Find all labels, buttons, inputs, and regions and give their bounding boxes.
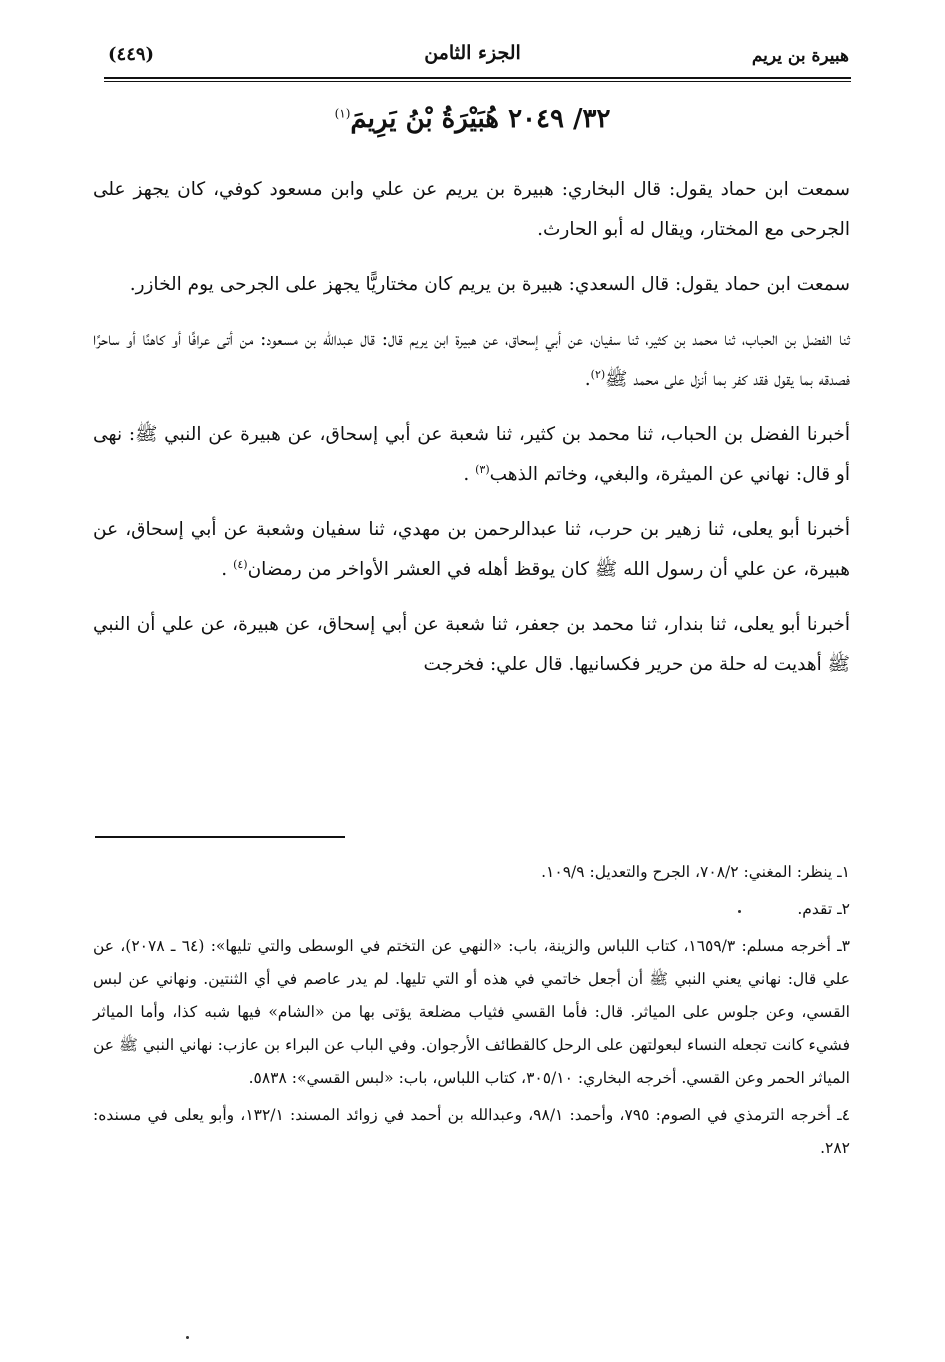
entry-title-text: ٣٢/ ٢٠٤٩ هُبَيْرَةُ بْنُ يَرِيمَ <box>350 104 611 134</box>
footnote: ٣ـ أخرجه مسلم: ١٦٥٩/٣، كتاب اللباس والزينة، باب: «النهي عن التختم في الوسطى والتي تليها»: (٦٤ ـ ٢٠٧٨)، عن علي قال: نهاني يعني النبي ﷺ أن أجعل خاتمي في هذه أو التي تليها. لم يدر عاصم في أي الثنتين. ونهاني عن لبس القسي، وعن جلوس على المياثر. قال: فأما القسي فثياب مضلعة يؤتى بها من «الشام» فيها شبه كذا، وأما المياثر فشيء كانت تجعله النساء لبعولتهن على الرحل كالقطائف الأرجوان. وفي الباب عن البراء بن عازب: نهاني النبي ﷺ عن المياثر الحمر وعن القسي. أخرجه البخاري: ٣٠٥/١٠، كتاب اللباس، باب: «لبس القسي»: ٥٨٣٨. <box>93 937 850 1087</box>
footnote-ref: (٢) <box>590 367 606 381</box>
scan-speck <box>738 910 741 913</box>
paragraph-text: أخبرنا أبو يعلى، ثنا زهير بن حرب، ثنا عبدالرحمن بن مهدي، ثنا سفيان وشعبة عن أبي إسحاق، عن هبيرة، عن علي أن رسول الله ﷺ كان يوقظ أهله في العشر الأواخر من رمضان <box>93 519 850 580</box>
header-volume: الجزء الثامن <box>424 42 521 64</box>
period: . <box>221 559 234 580</box>
footnote-ref: (٤) <box>233 557 248 571</box>
footnotes <box>93 856 850 1169</box>
paragraph <box>93 320 850 400</box>
footnote: ٢ـ تقدم. <box>797 900 850 918</box>
running-header <box>108 38 849 78</box>
page-number: (٤٤٩) <box>108 44 155 65</box>
main-text <box>93 170 850 700</box>
period: . <box>463 464 476 485</box>
footnote-ref: (٣) <box>475 462 490 476</box>
paragraph <box>93 510 850 590</box>
header-rule-thin <box>104 81 851 82</box>
paragraph-text: أخبرنا الفضل بن الحباب، ثنا محمد بن كثير، ثنا شعبة عن أبي إسحاق، عن هبيرة عن النبي ﷺ: نهى أو قال: نهاني عن الميثرة، والبغي، وخاتم الذهب <box>93 424 850 485</box>
period: . <box>584 369 591 390</box>
header-rule <box>104 77 851 79</box>
paragraph <box>93 415 850 495</box>
paragraph <box>93 170 850 250</box>
footnote-separator <box>95 836 345 838</box>
scan-speck <box>186 1336 189 1339</box>
entry-title-note: (١) <box>334 106 351 121</box>
paragraph <box>93 605 850 685</box>
paragraph-text: ثنا الفضل بن الحباب، ثنا محمد بن كثير، ثنا سفيان، عن أبي إسحاق، عن هبيرة ابن يريم قال: قال عبدالله بن مسعود: من أتى عرافًا أو كاهنًا أو ساحرًا فصدقه بما يقول فقد كفر بما أنزل على محمد ﷺ <box>93 329 851 390</box>
paragraph-text: سمعت ابن حماد يقول: قال البخاري: هبيرة بن يريم عن علي وابن مسعود كوفي، كان يجهز على الجرحى مع المختار، ويقال له أبو الحارث. <box>93 179 850 240</box>
paragraph-text: سمعت ابن حماد يقول: قال السعدي: هبيرة بن يريم كان مختاريًّا يجهز على الجرحى يوم الخازر. <box>129 274 850 295</box>
entry-title <box>0 104 945 134</box>
footnote: ٤ـ أخرجه الترمذي في الصوم: ٧٩٥، وأحمد: ٩٨/١، وعبدالله بن أحمد في زوائد المسند: ١٣٢/١، وأبو يعلى في مسنده: ٢٨٢. <box>93 1106 851 1157</box>
paragraph-text: أخبرنا أبو يعلى، ثنا بندار، ثنا محمد بن جعفر، ثنا شعبة عن أبي إسحاق، عن هبيرة، عن علي أن النبي ﷺ أهديت له حلة من حرير فكسانيها. قال علي: فخرجت <box>93 614 850 675</box>
paragraph <box>93 265 850 305</box>
header-entry-name: هبيرة بن يريم <box>751 46 849 66</box>
footnote: ١ـ ينظر: المغني: ٧٠٨/٢، الجرح والتعديل: ١٠٩/٩. <box>541 863 850 881</box>
